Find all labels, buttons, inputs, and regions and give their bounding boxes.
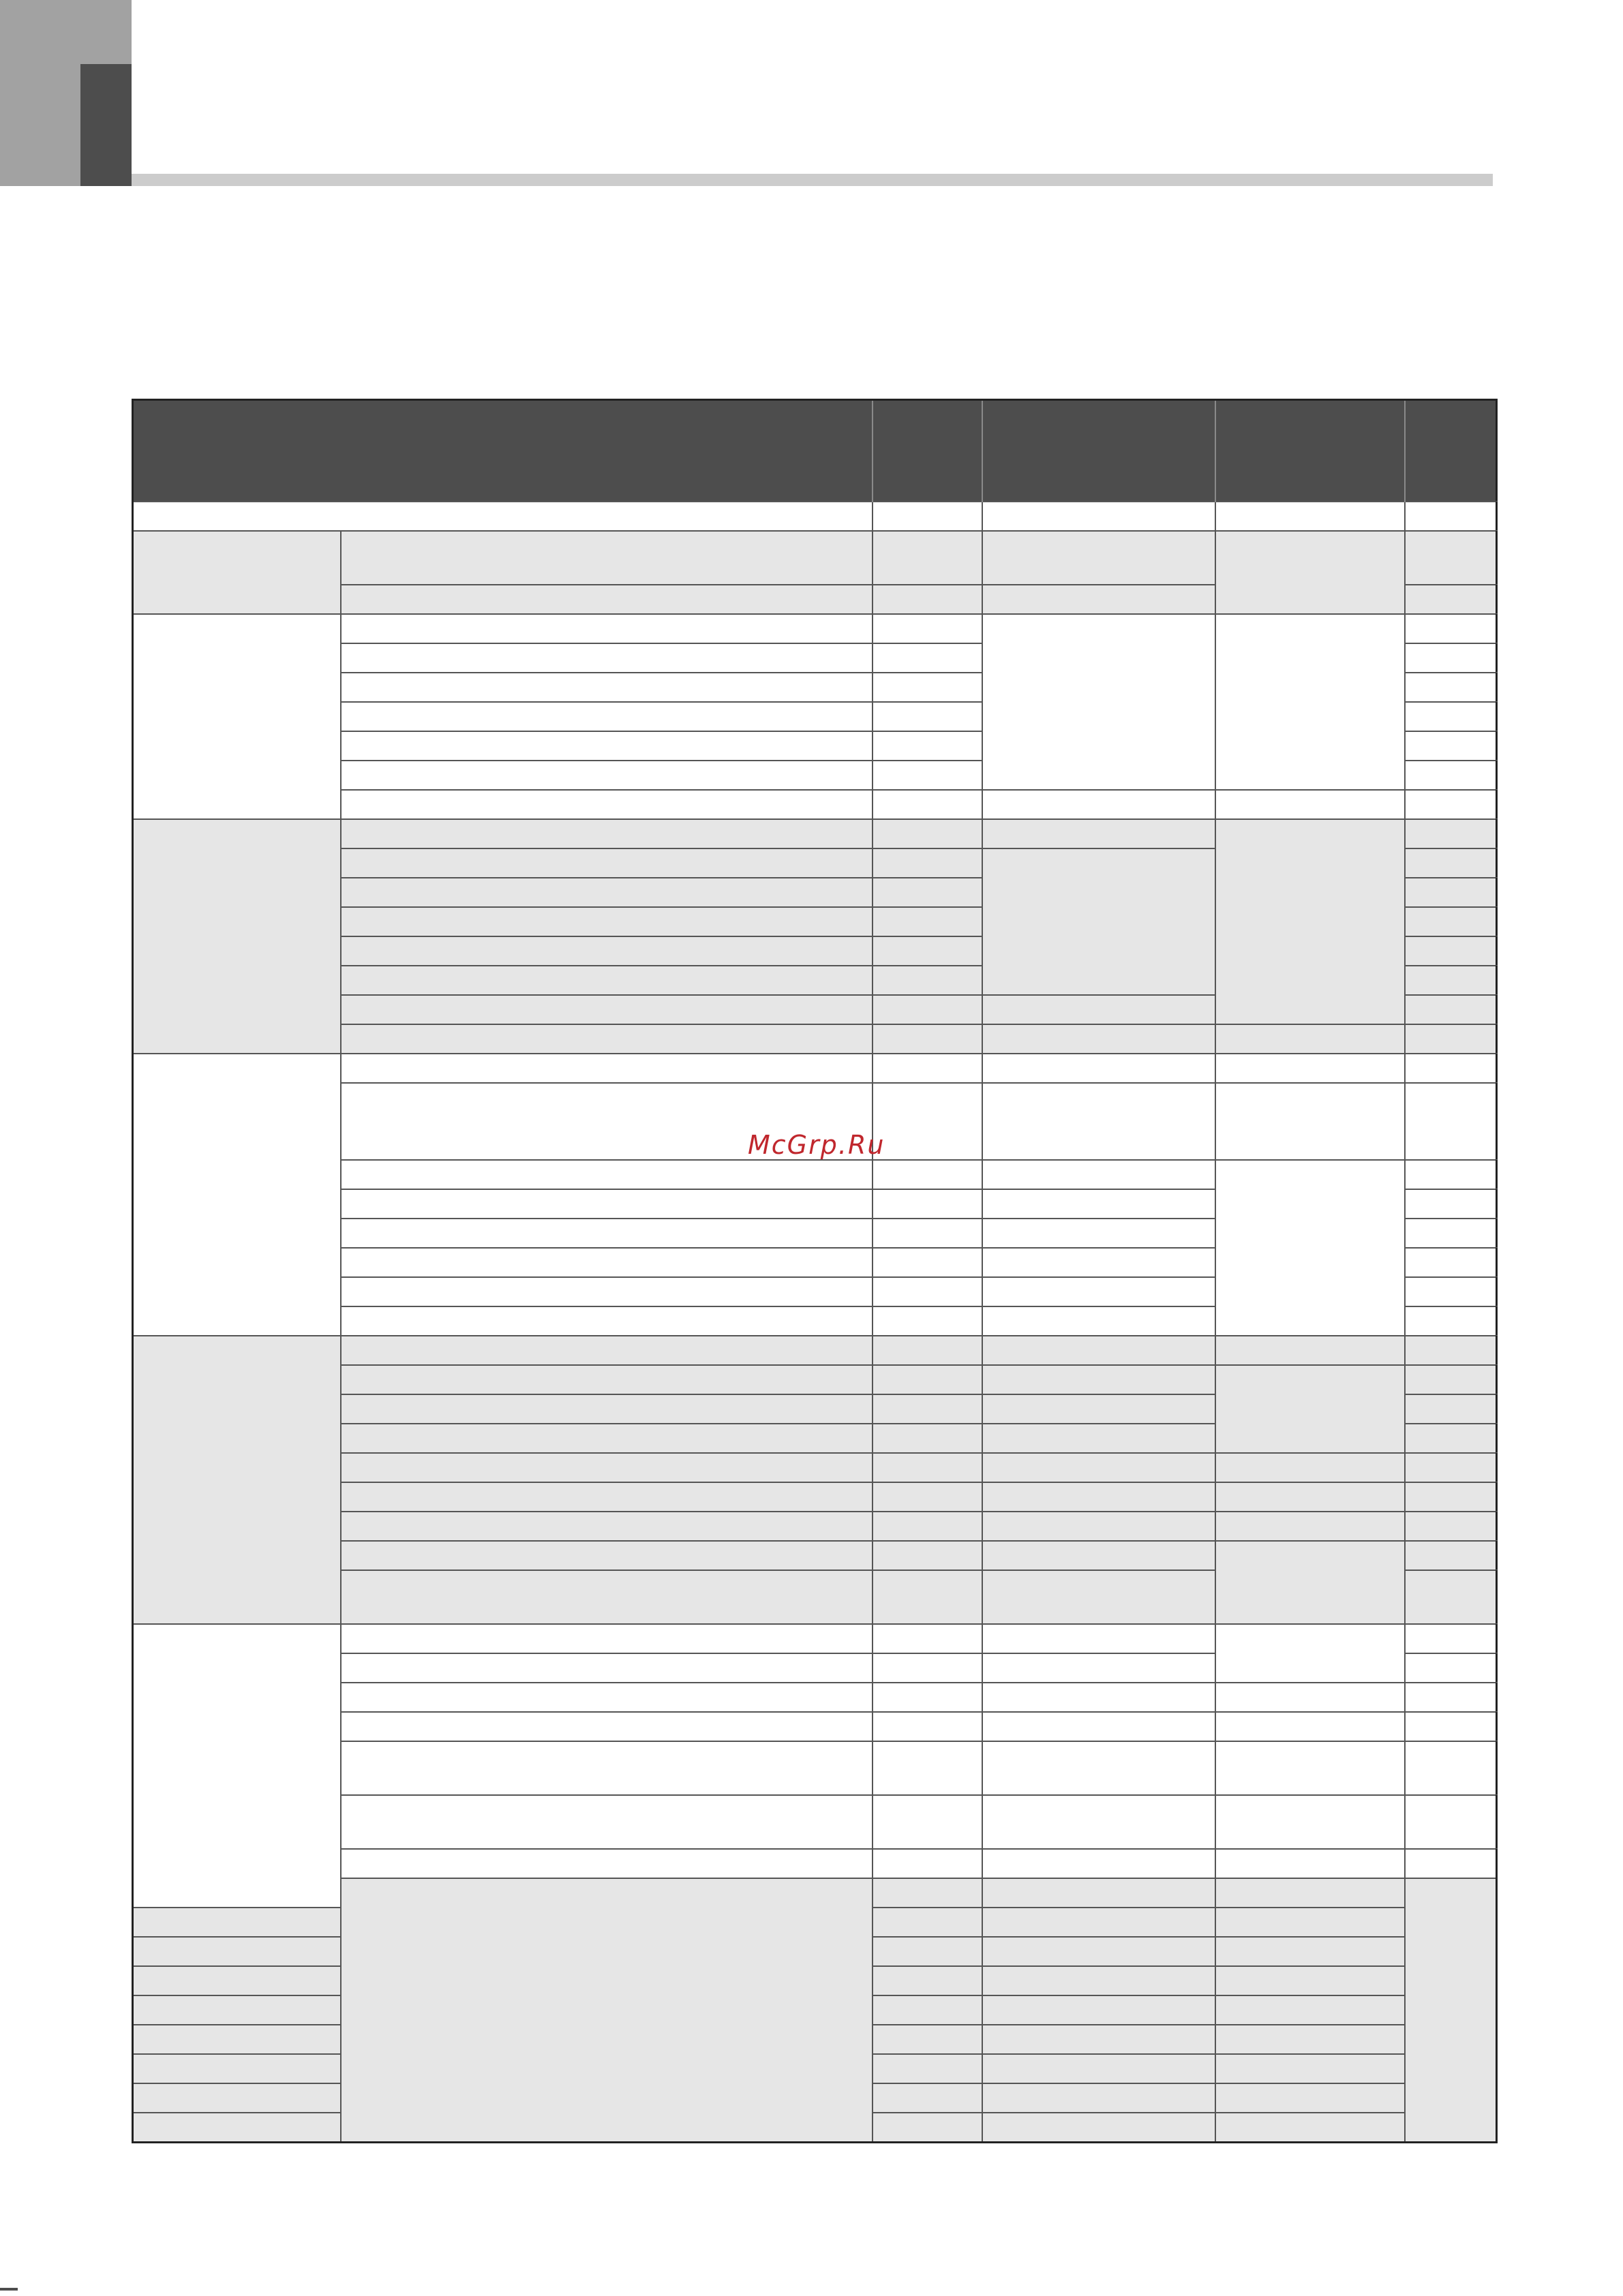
header-cell-1 (133, 400, 873, 502)
table-body (133, 502, 1497, 2143)
table-cell (341, 907, 873, 936)
table-cell (982, 1024, 1215, 1054)
group-cell (133, 531, 341, 614)
table-cell (982, 614, 1215, 790)
table-cell (873, 673, 982, 702)
table-cell (1405, 1624, 1497, 1653)
table-cell (1215, 1365, 1405, 1453)
table-cell (1405, 1653, 1497, 1683)
table-cell (982, 2083, 1215, 2113)
table-cell (873, 1424, 982, 1453)
table-cell (873, 966, 982, 995)
table-cell (873, 1306, 982, 1336)
table-cell (873, 1482, 982, 1512)
table-cell (982, 1219, 1215, 1248)
table-cell (1405, 614, 1497, 643)
table-cell (873, 790, 982, 819)
table-cell (341, 1277, 873, 1306)
table-cell (1405, 761, 1497, 790)
table-cell (341, 643, 873, 673)
watermark-text: McGrp.Ru (748, 1130, 885, 1160)
table-cell (341, 1424, 873, 1453)
table-cell (1215, 2025, 1405, 2054)
table-cell (1215, 1712, 1405, 1741)
table-cell (873, 1248, 982, 1277)
group-cell (133, 1624, 341, 1908)
table-cell (1405, 1795, 1497, 1849)
table-cell (1405, 1453, 1497, 1482)
table-cell (1405, 1741, 1497, 1795)
table-cell (341, 1849, 873, 1878)
table-cell (1405, 1024, 1497, 1054)
table-cell (982, 1712, 1215, 1741)
group-cell (133, 819, 341, 1054)
table-cell (1405, 702, 1497, 731)
table-cell (873, 2025, 982, 2054)
header-row (133, 400, 1497, 502)
footer-mark (0, 2288, 18, 2291)
table-cell (982, 1966, 1215, 1995)
table-cell (341, 1712, 873, 1741)
table-cell (1215, 790, 1405, 819)
table-cell (341, 1570, 873, 1624)
table-cell (873, 1624, 982, 1653)
table-cell (873, 878, 982, 907)
table-cell (341, 1306, 873, 1336)
table-cell (982, 502, 1215, 531)
table-header (133, 400, 1497, 502)
table-cell (982, 1878, 1215, 1908)
table-cell (341, 731, 873, 761)
table-row (133, 1336, 1497, 1365)
table-cell (341, 1365, 873, 1394)
table-cell (982, 1054, 1215, 1083)
table-cell (133, 1937, 341, 1966)
table-cell (982, 1741, 1215, 1795)
table-cell (1215, 614, 1405, 790)
table-cell (982, 1424, 1215, 1453)
table-cell (133, 1995, 341, 2025)
table-cell (873, 1908, 982, 1937)
table-cell (873, 585, 982, 614)
table-cell (341, 1482, 873, 1512)
table-cell (1405, 1083, 1497, 1160)
table-cell (1215, 502, 1405, 531)
table-cell (341, 673, 873, 702)
table-cell (873, 502, 982, 531)
table-cell (873, 1024, 982, 1054)
table-cell (341, 614, 873, 643)
table-cell (341, 1248, 873, 1277)
table-cell (873, 995, 982, 1024)
table-cell (1215, 1937, 1405, 1966)
table-cell (1215, 1966, 1405, 1995)
table-cell (982, 1849, 1215, 1878)
table-cell (873, 1878, 982, 1908)
header-cell-3 (982, 400, 1215, 502)
table-cell (341, 1336, 873, 1365)
table-cell (1215, 531, 1405, 614)
table-cell (341, 1683, 873, 1712)
table-cell (873, 1394, 982, 1424)
table-cell (1215, 1995, 1405, 2025)
table-cell (1215, 2113, 1405, 2143)
header-cell-4 (1215, 400, 1405, 502)
table-cell (873, 1160, 982, 1189)
table-cell (1405, 1277, 1497, 1306)
table-cell (341, 1394, 873, 1424)
spec-table (132, 399, 1498, 2143)
table-cell (1405, 848, 1497, 878)
table-cell (1405, 1160, 1497, 1189)
table-cell (1405, 1306, 1497, 1336)
table-row (133, 531, 1497, 585)
table-cell (341, 1541, 873, 1570)
table-cell (873, 1541, 982, 1570)
table-cell (873, 936, 982, 966)
table-cell (341, 1624, 873, 1653)
table-cell (873, 2113, 982, 2143)
table-cell (982, 1937, 1215, 1966)
group-cell (341, 1878, 873, 2143)
table-cell (982, 1653, 1215, 1683)
table-cell (982, 848, 1215, 995)
table-cell (1405, 1248, 1497, 1277)
table-cell (1215, 819, 1405, 1024)
table-cell (1405, 1219, 1497, 1248)
table-cell (873, 643, 982, 673)
table-cell (873, 1712, 982, 1741)
table-cell (133, 502, 873, 531)
table-row (133, 1054, 1497, 1083)
table-cell (873, 1512, 982, 1541)
table-cell (1405, 1482, 1497, 1512)
table-cell (1215, 1160, 1405, 1336)
table-cell (1405, 1849, 1497, 1878)
table-row (133, 614, 1497, 643)
table-cell (982, 1394, 1215, 1424)
table-cell (1215, 1878, 1405, 1908)
group-cell (133, 1054, 341, 1336)
table-cell (1405, 643, 1497, 673)
table-cell (1405, 1054, 1497, 1083)
table-cell (1405, 907, 1497, 936)
table-cell (1405, 819, 1497, 848)
table-cell (1215, 1336, 1405, 1365)
table-cell (873, 848, 982, 878)
table-cell (1405, 878, 1497, 907)
table-cell (1405, 673, 1497, 702)
table-cell (1215, 1512, 1405, 1541)
table-cell (873, 2083, 982, 2113)
table-cell (1405, 1878, 1497, 2143)
table-cell (1405, 936, 1497, 966)
table-cell (982, 2113, 1215, 2143)
table-row (133, 1624, 1497, 1653)
table-cell (1405, 1683, 1497, 1712)
table-cell (1215, 1795, 1405, 1849)
table-cell (982, 1541, 1215, 1570)
table-cell (133, 2054, 341, 2083)
table-cell (1215, 1908, 1405, 1937)
table-cell (1405, 1365, 1497, 1394)
table-cell (1405, 790, 1497, 819)
table-cell (982, 585, 1215, 614)
table-cell (873, 1365, 982, 1394)
table-cell (873, 1795, 982, 1849)
table-cell (982, 1482, 1215, 1512)
table-cell (982, 995, 1215, 1024)
table-cell (1215, 1741, 1405, 1795)
corner-tab-accent (80, 64, 132, 186)
table-cell (873, 1570, 982, 1624)
table-cell (873, 1683, 982, 1712)
table-cell (873, 614, 982, 643)
table-cell (341, 1453, 873, 1482)
table-cell (1215, 1482, 1405, 1512)
table-cell (341, 1219, 873, 1248)
table-cell (982, 790, 1215, 819)
table-cell (341, 585, 873, 614)
table-cell (133, 1908, 341, 1937)
table-cell (341, 761, 873, 790)
table-cell (341, 1795, 873, 1849)
table-cell (982, 1160, 1215, 1189)
table-cell (982, 1365, 1215, 1394)
table-cell (133, 2113, 341, 2143)
table-cell (982, 1683, 1215, 1712)
table-cell (873, 1937, 982, 1966)
table-cell (1215, 1054, 1405, 1083)
table-cell (1215, 1024, 1405, 1054)
table-cell (341, 790, 873, 819)
table-cell (982, 1512, 1215, 1541)
table-cell (341, 936, 873, 966)
table-cell (873, 1849, 982, 1878)
table-cell (982, 1336, 1215, 1365)
table-cell (982, 1908, 1215, 1937)
table-cell (1405, 531, 1497, 585)
table-cell (873, 531, 982, 585)
table-cell (1405, 1394, 1497, 1424)
table-cell (1215, 1453, 1405, 1482)
table-cell (341, 1024, 873, 1054)
table-cell (873, 702, 982, 731)
table-cell (341, 531, 873, 585)
table-cell (873, 1336, 982, 1365)
table-cell (873, 1453, 982, 1482)
table-cell (341, 878, 873, 907)
table-cell (341, 966, 873, 995)
table-cell (341, 702, 873, 731)
table-cell (982, 1624, 1215, 1653)
header-rule (132, 174, 1493, 186)
table-cell (1215, 1083, 1405, 1160)
table-cell (873, 1995, 982, 2025)
table-cell (341, 1054, 873, 1083)
group-cell (133, 614, 341, 819)
table-cell (982, 1277, 1215, 1306)
table-cell (982, 2025, 1215, 2054)
table-cell (1405, 1712, 1497, 1741)
table-cell (873, 1741, 982, 1795)
table-cell (341, 1653, 873, 1683)
table-cell (873, 1277, 982, 1306)
table-cell (873, 1054, 982, 1083)
table-cell (873, 1653, 982, 1683)
table-cell (341, 1160, 873, 1189)
table-cell (1215, 2054, 1405, 2083)
table-cell (873, 1189, 982, 1219)
table-cell (1405, 1424, 1497, 1453)
table-cell (133, 1966, 341, 1995)
table-cell (982, 819, 1215, 848)
table-cell (1215, 1541, 1405, 1624)
header-cell-2 (873, 400, 982, 502)
table-cell (873, 907, 982, 936)
table-cell (873, 819, 982, 848)
table-cell (133, 2083, 341, 2113)
table-cell (1405, 995, 1497, 1024)
table-cell (1405, 1541, 1497, 1570)
table-cell (1405, 1336, 1497, 1365)
table-cell (982, 1189, 1215, 1219)
table-cell (982, 1248, 1215, 1277)
table-cell (873, 1083, 982, 1160)
table-cell (1405, 1512, 1497, 1541)
table-cell (873, 761, 982, 790)
table-cell (982, 1570, 1215, 1624)
table-cell (873, 1219, 982, 1248)
table-cell (341, 819, 873, 848)
table-row (133, 502, 1497, 531)
table-cell (1405, 966, 1497, 995)
table-cell (982, 2054, 1215, 2083)
table-cell (133, 2025, 341, 2054)
table-cell (1405, 1189, 1497, 1219)
header-cell-5 (1405, 400, 1497, 502)
table-cell (1405, 1570, 1497, 1624)
table-cell (1215, 1849, 1405, 1878)
table-cell (341, 1189, 873, 1219)
table-cell (1405, 585, 1497, 614)
table-cell (982, 1995, 1215, 2025)
table-cell (873, 731, 982, 761)
table-cell (1215, 1683, 1405, 1712)
table-row (133, 819, 1497, 848)
table-cell (1215, 1624, 1405, 1683)
table-cell (982, 1795, 1215, 1849)
table-cell (1405, 731, 1497, 761)
table-cell (873, 1966, 982, 1995)
table-cell (873, 2054, 982, 2083)
table-cell (982, 531, 1215, 585)
table-cell (1405, 502, 1497, 531)
table-cell (982, 1453, 1215, 1482)
table-cell (341, 1512, 873, 1541)
table-cell (982, 1306, 1215, 1336)
table-cell (1215, 2083, 1405, 2113)
group-cell (133, 1336, 341, 1624)
table-cell (341, 995, 873, 1024)
table-cell (341, 1741, 873, 1795)
table-cell (341, 848, 873, 878)
table-cell (982, 1083, 1215, 1160)
